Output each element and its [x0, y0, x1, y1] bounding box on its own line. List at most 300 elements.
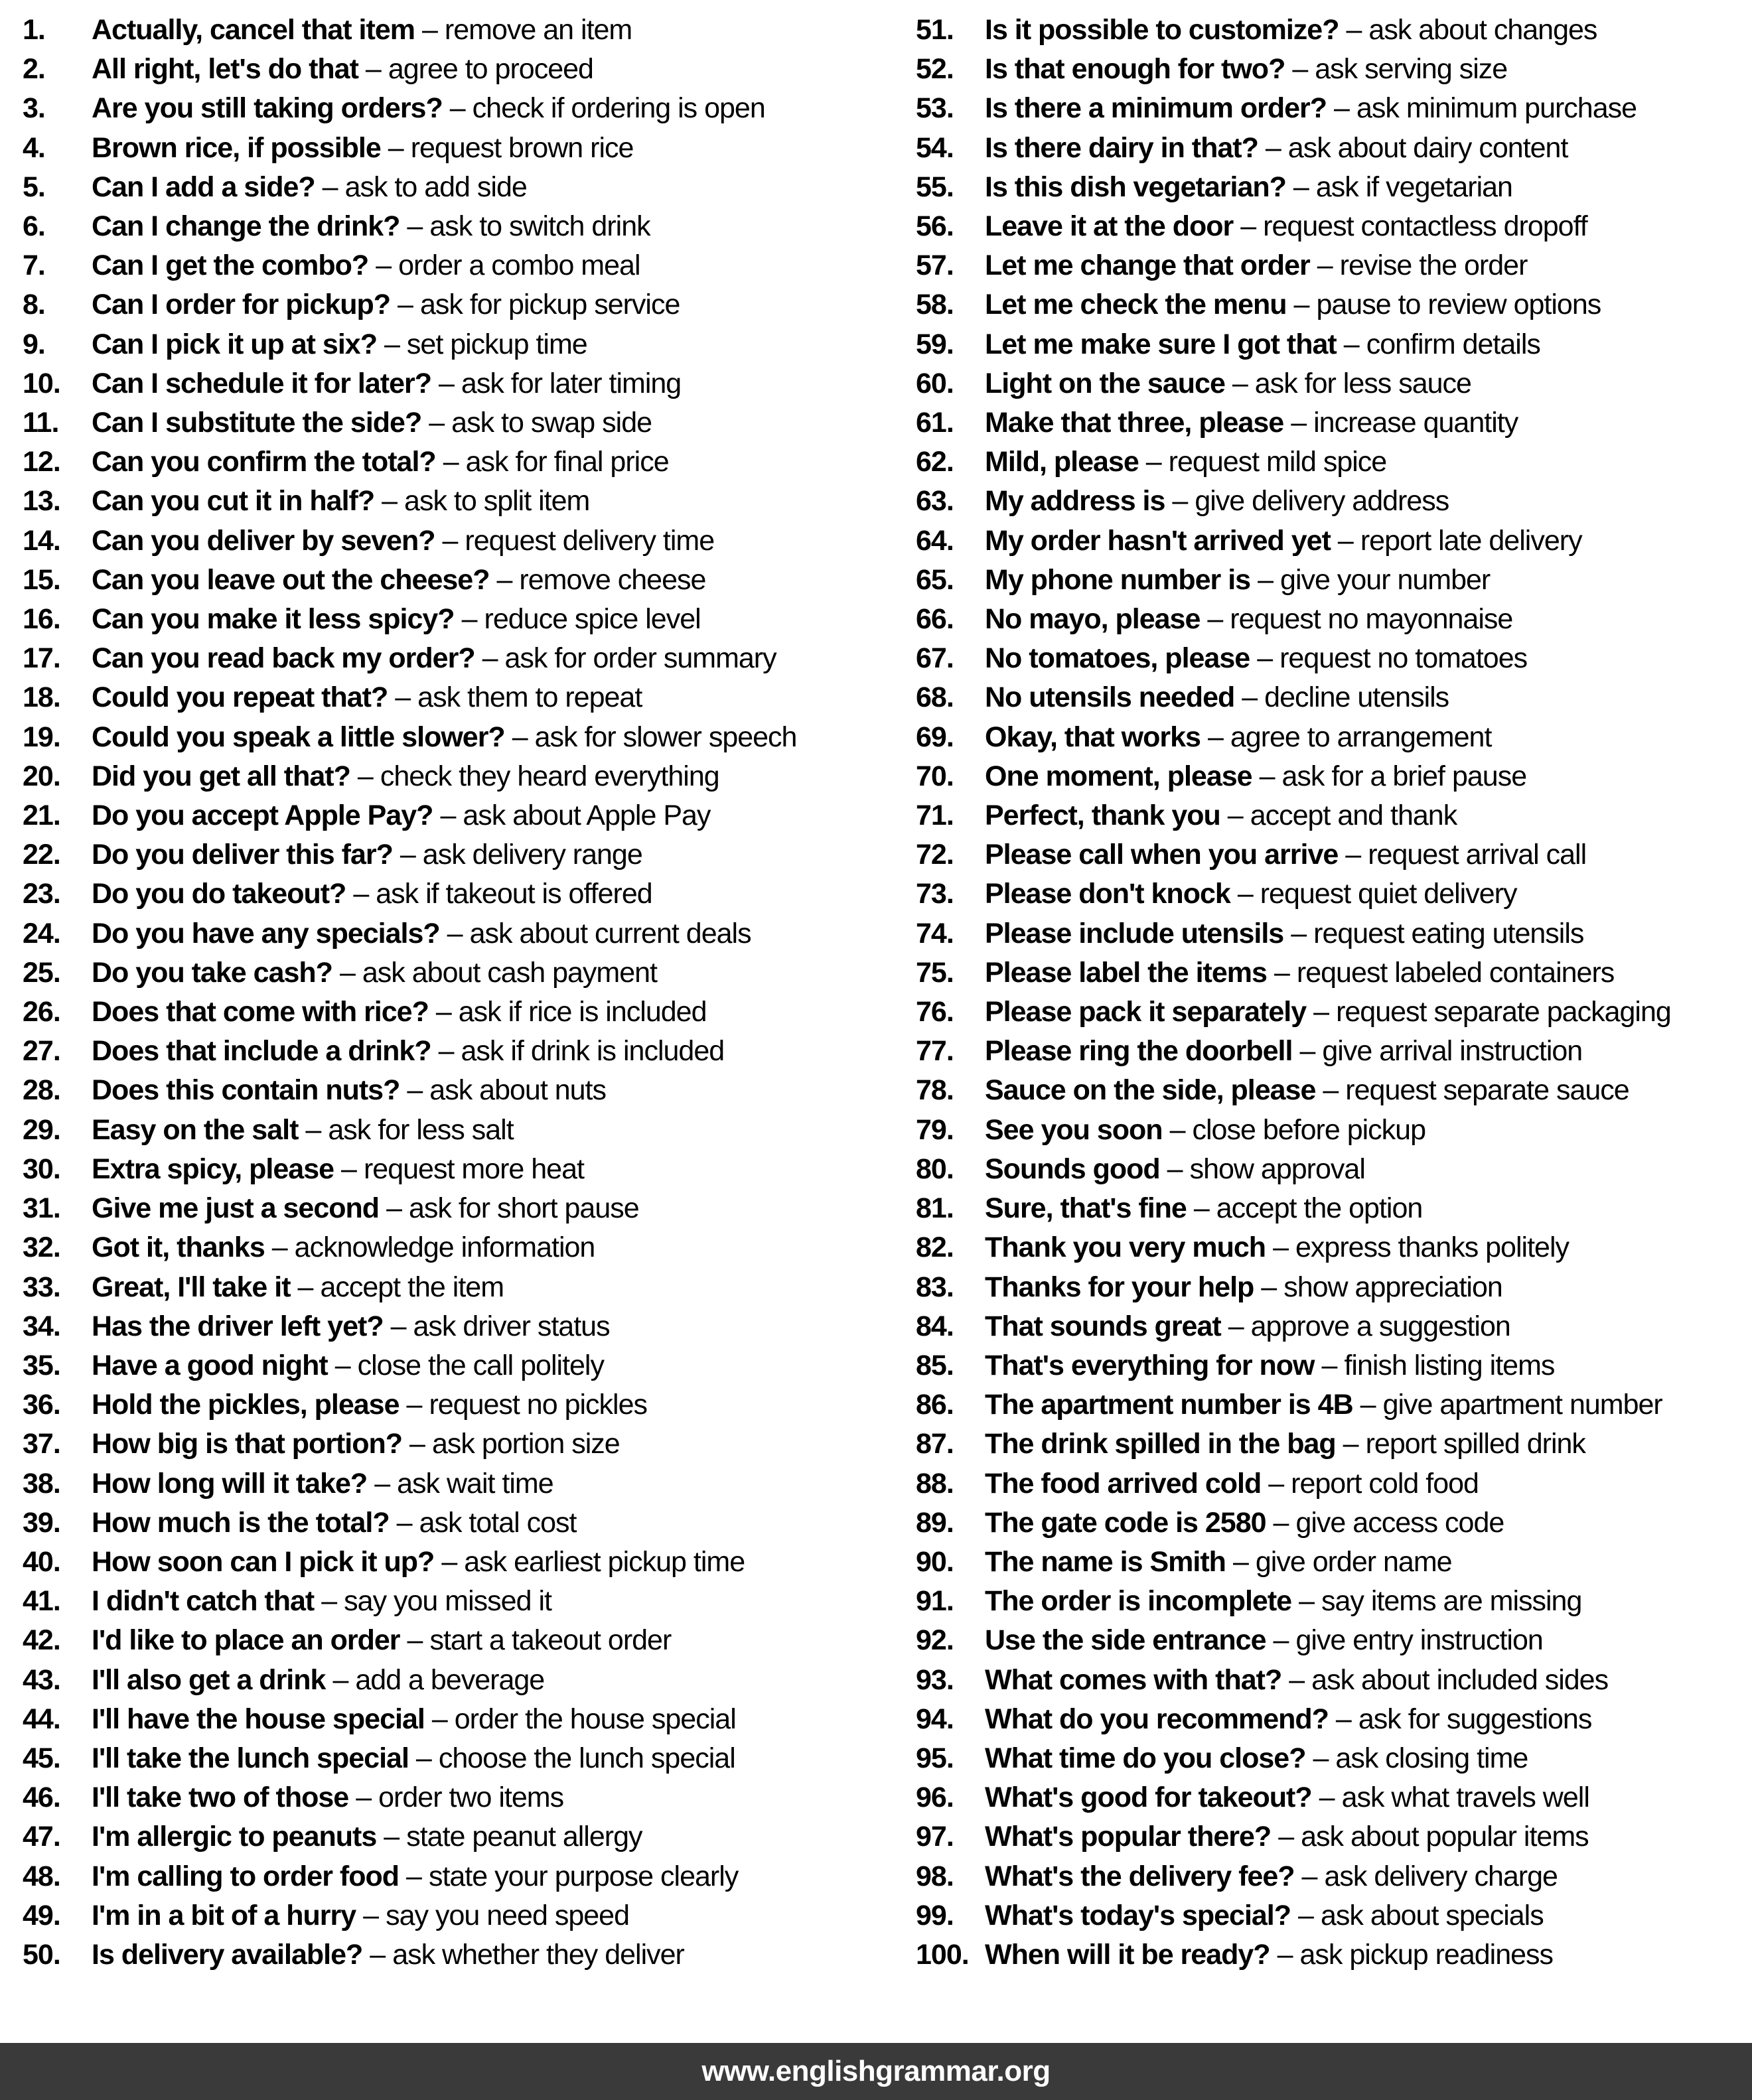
item-number: 22.	[23, 839, 60, 871]
item-phrase: Does that come with rice?	[92, 996, 429, 1028]
item-description: confirm details	[1366, 328, 1540, 360]
list-item	[916, 1268, 1752, 1307]
item-separator: –	[407, 1074, 423, 1107]
item-phrase: Please label the items	[985, 956, 1267, 989]
list-item	[916, 1111, 1752, 1150]
item-description: ask about changes	[1368, 14, 1597, 46]
item-number: 10.	[23, 367, 60, 399]
item-number: 24.	[23, 917, 60, 949]
item-separator: –	[1292, 53, 1308, 86]
item-description: ask for short pause	[408, 1192, 639, 1225]
item-separator: –	[1232, 367, 1248, 399]
item-description: say items are missing	[1321, 1585, 1582, 1618]
item-phrase: Can you deliver by seven?	[92, 524, 435, 557]
list-item	[23, 1346, 876, 1385]
item-number: 26.	[23, 996, 60, 1028]
item-description: say you missed it	[344, 1585, 551, 1618]
list-item	[916, 953, 1752, 993]
phrase-column-left	[0, 11, 876, 1975]
item-description: order the house special	[454, 1703, 736, 1735]
item-separator: –	[447, 917, 463, 949]
list-item	[23, 1228, 876, 1267]
item-number: 9.	[23, 328, 45, 360]
item-separator: –	[370, 1938, 386, 1971]
item-number: 61.	[916, 407, 954, 439]
item-separator: –	[386, 1192, 402, 1225]
item-number: 98.	[916, 1860, 954, 1892]
item-number: 31.	[23, 1192, 60, 1225]
item-number: 99.	[916, 1899, 954, 1931]
item-separator: –	[1343, 328, 1359, 360]
list-item	[916, 993, 1752, 1032]
item-separator: –	[1207, 721, 1223, 753]
list-item	[23, 403, 876, 443]
item-separator: –	[1268, 1467, 1284, 1500]
item-number: 11.	[23, 407, 59, 439]
list-item	[23, 364, 876, 403]
list-item	[23, 757, 876, 796]
item-separator: –	[1273, 1231, 1288, 1264]
item-description: ask for order summary	[504, 642, 776, 675]
item-number: 60.	[916, 367, 954, 399]
item-number: 77.	[916, 1035, 954, 1068]
item-description: ask delivery range	[422, 839, 642, 871]
phrase-column-right	[876, 11, 1752, 1975]
list-item	[23, 443, 876, 482]
item-phrase: Let me change that order	[985, 249, 1310, 282]
list-item	[23, 914, 876, 953]
item-description: agree to arrangement	[1230, 721, 1492, 753]
item-phrase: What's today's special?	[985, 1899, 1291, 1931]
item-separator: –	[1321, 1349, 1337, 1381]
item-number: 57.	[916, 249, 954, 282]
item-separator: –	[1323, 1074, 1339, 1107]
item-separator: –	[442, 524, 458, 557]
item-phrase: I'd like to place an order	[92, 1624, 400, 1657]
item-phrase: I'll also get a drink	[92, 1663, 326, 1696]
list-item	[23, 129, 876, 168]
item-phrase: Please include utensils	[985, 917, 1284, 949]
list-item	[916, 914, 1752, 953]
item-separator: –	[482, 642, 498, 675]
item-phrase: Can you leave out the cheese?	[92, 563, 490, 596]
item-phrase: Extra spicy, please	[92, 1153, 334, 1185]
item-phrase: Can I add a side?	[92, 171, 315, 203]
list-item	[916, 1857, 1752, 1896]
list-item	[23, 1032, 876, 1071]
item-phrase: Is that enough for two?	[985, 53, 1285, 86]
item-separator: –	[390, 1310, 406, 1342]
list-item	[916, 1032, 1752, 1071]
list-item	[916, 443, 1752, 482]
footer-url: www.englishgrammar.org	[701, 2055, 1051, 2087]
item-description: ask about popular items	[1301, 1821, 1589, 1853]
item-description: remove cheese	[519, 563, 706, 596]
item-separator: –	[449, 92, 465, 125]
item-number: 58.	[916, 289, 954, 321]
list-item	[916, 207, 1752, 246]
item-description: request no pickles	[429, 1389, 648, 1421]
item-number: 73.	[916, 878, 954, 910]
item-separator: –	[429, 407, 445, 439]
item-separator: –	[1207, 603, 1223, 636]
item-phrase: Sure, that's fine	[985, 1192, 1187, 1225]
item-number: 90.	[916, 1545, 954, 1578]
item-phrase: Can you read back my order?	[92, 642, 475, 675]
item-number: 97.	[916, 1821, 954, 1853]
item-number: 16.	[23, 603, 60, 636]
item-number: 74.	[916, 917, 954, 949]
item-number: 63.	[916, 485, 954, 518]
item-number: 15.	[23, 563, 60, 596]
item-phrase: Please pack it separately	[985, 996, 1307, 1028]
item-phrase: The name is Smith	[985, 1545, 1226, 1578]
list-item	[23, 168, 876, 207]
list-item	[916, 1582, 1752, 1621]
list-item	[23, 1150, 876, 1189]
item-number: 29.	[23, 1113, 60, 1146]
item-description: ask wait time	[397, 1467, 553, 1500]
item-description: ask total cost	[419, 1506, 577, 1539]
item-number: 41.	[23, 1585, 60, 1618]
list-item	[916, 1700, 1752, 1739]
item-number: 4.	[23, 131, 45, 164]
list-item	[916, 678, 1752, 717]
list-item	[916, 1935, 1752, 1975]
item-number: 69.	[916, 721, 954, 753]
item-phrase: Sauce on the side, please	[985, 1074, 1316, 1107]
item-description: ask if rice is included	[458, 996, 707, 1028]
item-phrase: Thanks for your help	[985, 1271, 1254, 1303]
item-description: ask earliest pickup time	[464, 1545, 745, 1578]
item-description: order a combo meal	[398, 249, 640, 282]
item-number: 14.	[23, 524, 60, 557]
item-phrase: My address is	[985, 485, 1165, 518]
list-item	[23, 1817, 876, 1856]
list-item	[916, 796, 1752, 835]
item-phrase: Please call when you arrive	[985, 839, 1339, 871]
list-item	[23, 1857, 876, 1896]
list-item	[916, 364, 1752, 403]
item-phrase: Is there a minimum order?	[985, 92, 1327, 125]
item-number: 82.	[916, 1231, 954, 1264]
list-item	[916, 246, 1752, 285]
item-number: 30.	[23, 1153, 60, 1185]
item-separator: –	[1317, 249, 1333, 282]
item-separator: –	[439, 367, 454, 399]
list-item	[916, 1543, 1752, 1582]
item-phrase: Thank you very much	[985, 1231, 1266, 1264]
item-number: 68.	[916, 681, 954, 714]
item-phrase: I'm calling to order food	[92, 1860, 400, 1892]
item-description: ask for less salt	[328, 1113, 514, 1146]
list-item	[23, 1582, 876, 1621]
item-phrase: Sounds good	[985, 1153, 1160, 1185]
item-description: ask for suggestions	[1358, 1703, 1592, 1735]
item-description: ask if takeout is offered	[376, 878, 652, 910]
item-phrase: The drink spilled in the bag	[985, 1428, 1336, 1460]
item-description: remove an item	[444, 14, 632, 46]
list-item	[916, 1425, 1752, 1464]
item-phrase: Can I order for pickup?	[92, 289, 391, 321]
footer-bar	[0, 2043, 1752, 2100]
item-separator: –	[441, 1545, 457, 1578]
item-description: close the call politely	[357, 1349, 604, 1381]
list-item	[23, 600, 876, 639]
item-phrase: Great, I'll take it	[92, 1271, 291, 1303]
item-phrase: How long will it take?	[92, 1467, 368, 1500]
item-separator: –	[1242, 681, 1258, 714]
item-description: request separate packaging	[1336, 996, 1671, 1028]
list-item	[23, 1543, 876, 1582]
item-description: request contactless dropoff	[1263, 210, 1587, 243]
item-description: ask about cash payment	[362, 956, 657, 989]
item-number: 47.	[23, 1821, 60, 1853]
item-separator: –	[1261, 1271, 1277, 1303]
item-description: accept the item	[320, 1271, 504, 1303]
item-separator: –	[1167, 1153, 1183, 1185]
list-item	[916, 1071, 1752, 1110]
item-number: 27.	[23, 1035, 60, 1068]
item-phrase: My order hasn't arrived yet	[985, 524, 1331, 557]
item-phrase: Use the side entrance	[985, 1624, 1266, 1657]
item-phrase: What's good for takeout?	[985, 1782, 1312, 1814]
item-separator: –	[1345, 839, 1361, 871]
item-phrase: I didn't catch that	[92, 1585, 315, 1618]
item-number: 21.	[23, 800, 60, 832]
item-description: accept and thank	[1250, 800, 1457, 832]
list-item	[23, 1111, 876, 1150]
item-separator: –	[382, 485, 398, 518]
item-number: 56.	[916, 210, 954, 243]
item-phrase: Could you speak a little slower?	[92, 721, 505, 753]
item-separator: –	[1293, 171, 1309, 203]
list-item	[23, 1071, 876, 1110]
item-number: 70.	[916, 760, 954, 792]
item-number: 59.	[916, 328, 954, 360]
item-separator: –	[1360, 1389, 1376, 1421]
list-item	[916, 718, 1752, 757]
item-number: 52.	[916, 53, 954, 86]
item-description: express thanks politely	[1295, 1231, 1569, 1264]
item-separator: –	[322, 171, 338, 203]
item-number: 79.	[916, 1113, 954, 1146]
item-phrase: Can I change the drink?	[92, 210, 400, 243]
item-separator: –	[395, 681, 411, 714]
item-number: 66.	[916, 603, 954, 636]
item-number: 13.	[23, 485, 60, 518]
item-number: 78.	[916, 1074, 954, 1107]
item-description: request delivery time	[465, 524, 715, 557]
item-separator: –	[339, 956, 355, 989]
item-number: 33.	[23, 1271, 60, 1303]
item-description: ask pickup readiness	[1299, 1938, 1554, 1971]
item-description: give delivery address	[1195, 485, 1449, 518]
item-description: set pickup time	[406, 328, 587, 360]
item-description: report cold food	[1291, 1467, 1479, 1500]
item-description: ask closing time	[1335, 1742, 1528, 1774]
item-description: agree to proceed	[388, 53, 593, 86]
item-number: 34.	[23, 1310, 60, 1342]
item-number: 18.	[23, 681, 60, 714]
item-number: 25.	[23, 956, 60, 989]
item-separator: –	[271, 1231, 287, 1264]
list-item	[916, 835, 1752, 875]
item-phrase: The gate code is 2580	[985, 1506, 1266, 1539]
item-description: pause to review options	[1316, 289, 1601, 321]
list-item	[916, 129, 1752, 168]
list-item	[916, 325, 1752, 364]
item-separator: –	[363, 1899, 379, 1931]
item-number: 100.	[916, 1938, 969, 1971]
item-phrase: Let me check the menu	[985, 289, 1287, 321]
item-description: state your purpose clearly	[428, 1860, 739, 1892]
item-description: give access code	[1295, 1506, 1504, 1539]
item-separator: –	[1273, 1506, 1289, 1539]
item-separator: –	[1228, 1310, 1244, 1342]
item-phrase: I'll take the lunch special	[92, 1742, 409, 1774]
item-number: 71.	[916, 800, 954, 832]
item-number: 65.	[916, 563, 954, 596]
item-number: 35.	[23, 1349, 60, 1381]
item-number: 49.	[23, 1899, 60, 1931]
item-separator: –	[1274, 956, 1289, 989]
item-phrase: The food arrived cold	[985, 1467, 1262, 1500]
item-phrase: Do you take cash?	[92, 956, 332, 989]
item-separator: –	[332, 1663, 348, 1696]
item-description: ask portion size	[431, 1428, 620, 1460]
item-separator: –	[407, 210, 423, 243]
item-description: ask delivery charge	[1324, 1860, 1558, 1892]
item-description: give apartment number	[1382, 1389, 1662, 1421]
item-number: 51.	[916, 14, 954, 46]
item-separator: –	[357, 760, 373, 792]
item-separator: –	[305, 1113, 321, 1146]
item-description: say you need speed	[386, 1899, 629, 1931]
item-separator: –	[461, 603, 477, 636]
list-item	[916, 1228, 1752, 1267]
item-number: 20.	[23, 760, 60, 792]
list-item	[916, 403, 1752, 443]
item-separator: –	[443, 446, 459, 478]
item-separator: –	[406, 1860, 421, 1892]
list-item	[23, 875, 876, 914]
item-phrase: Is it possible to customize?	[985, 14, 1339, 46]
list-item	[23, 1504, 876, 1543]
item-description: ask to add side	[344, 171, 527, 203]
list-item	[23, 993, 876, 1032]
list-item	[916, 11, 1752, 50]
item-number: 45.	[23, 1742, 60, 1774]
item-phrase: Do you do takeout?	[92, 878, 346, 910]
item-separator: –	[1319, 1782, 1335, 1814]
item-phrase: All right, let's do that	[92, 53, 358, 86]
item-number: 85.	[916, 1349, 954, 1381]
item-separator: –	[353, 878, 369, 910]
item-number: 67.	[916, 642, 954, 675]
item-description: ask to switch drink	[429, 210, 650, 243]
list-item	[23, 718, 876, 757]
item-description: ask for a brief pause	[1281, 760, 1527, 792]
item-number: 6.	[23, 210, 45, 243]
item-separator: –	[384, 328, 400, 360]
item-description: decline utensils	[1264, 681, 1449, 714]
list-item	[23, 1739, 876, 1778]
item-phrase: That's everything for now	[985, 1349, 1315, 1381]
item-separator: –	[1273, 1624, 1289, 1657]
item-phrase: What's popular there?	[985, 1821, 1272, 1853]
list-item	[23, 678, 876, 717]
item-phrase: Has the driver left yet?	[92, 1310, 384, 1342]
item-description: add a beverage	[355, 1663, 545, 1696]
item-number: 36.	[23, 1389, 60, 1421]
item-description: request separate sauce	[1345, 1074, 1629, 1107]
list-item	[23, 1189, 876, 1228]
list-item	[916, 1464, 1752, 1504]
item-separator: –	[1172, 485, 1188, 518]
list-item	[23, 1778, 876, 1817]
item-description: increase quantity	[1313, 407, 1518, 439]
item-separator: –	[1291, 917, 1307, 949]
item-number: 72.	[916, 839, 954, 871]
item-phrase: Make that three, please	[985, 407, 1284, 439]
list-item	[23, 11, 876, 50]
item-separator: –	[1291, 407, 1307, 439]
list-item	[916, 1504, 1752, 1543]
item-phrase: I'm allergic to peanuts	[92, 1821, 377, 1853]
item-phrase: Can you confirm the total?	[92, 446, 436, 478]
list-item	[23, 246, 876, 285]
item-number: 86.	[916, 1389, 954, 1421]
item-separator: –	[1259, 760, 1275, 792]
item-description: ask about specials	[1320, 1899, 1544, 1931]
list-item	[916, 1346, 1752, 1385]
item-phrase: Perfect, thank you	[985, 800, 1220, 832]
list-item	[916, 1661, 1752, 1700]
item-separator: –	[388, 131, 403, 164]
item-separator: –	[297, 1271, 313, 1303]
item-description: ask about included sides	[1311, 1663, 1609, 1696]
item-description: ask them to repeat	[417, 681, 642, 714]
item-description: request mild spice	[1168, 446, 1387, 478]
item-description: report late delivery	[1360, 524, 1582, 557]
item-description: request more heat	[363, 1153, 584, 1185]
item-phrase: Is delivery available?	[92, 1938, 363, 1971]
item-number: 81.	[916, 1192, 954, 1225]
item-description: close before pickup	[1192, 1113, 1425, 1146]
item-number: 50.	[23, 1938, 60, 1971]
list-item	[916, 561, 1752, 600]
item-separator: –	[1227, 800, 1243, 832]
item-number: 88.	[916, 1467, 954, 1500]
item-description: report spilled drink	[1365, 1428, 1585, 1460]
item-description: ask if drink is included	[461, 1035, 725, 1068]
item-phrase: Brown rice, if possible	[92, 131, 381, 164]
list-item	[916, 1817, 1752, 1856]
list-item	[916, 757, 1752, 796]
item-phrase: Please ring the doorbell	[985, 1035, 1293, 1068]
item-separator: –	[1335, 1703, 1351, 1735]
item-separator: –	[1343, 1428, 1358, 1460]
item-number: 2.	[23, 53, 45, 86]
item-phrase: Can I substitute the side?	[92, 407, 422, 439]
item-number: 91.	[916, 1585, 954, 1618]
item-separator: –	[396, 1506, 412, 1539]
item-number: 43.	[23, 1663, 60, 1696]
list-item	[23, 1464, 876, 1504]
list-item	[916, 1385, 1752, 1425]
item-description: ask to swap side	[451, 407, 652, 439]
